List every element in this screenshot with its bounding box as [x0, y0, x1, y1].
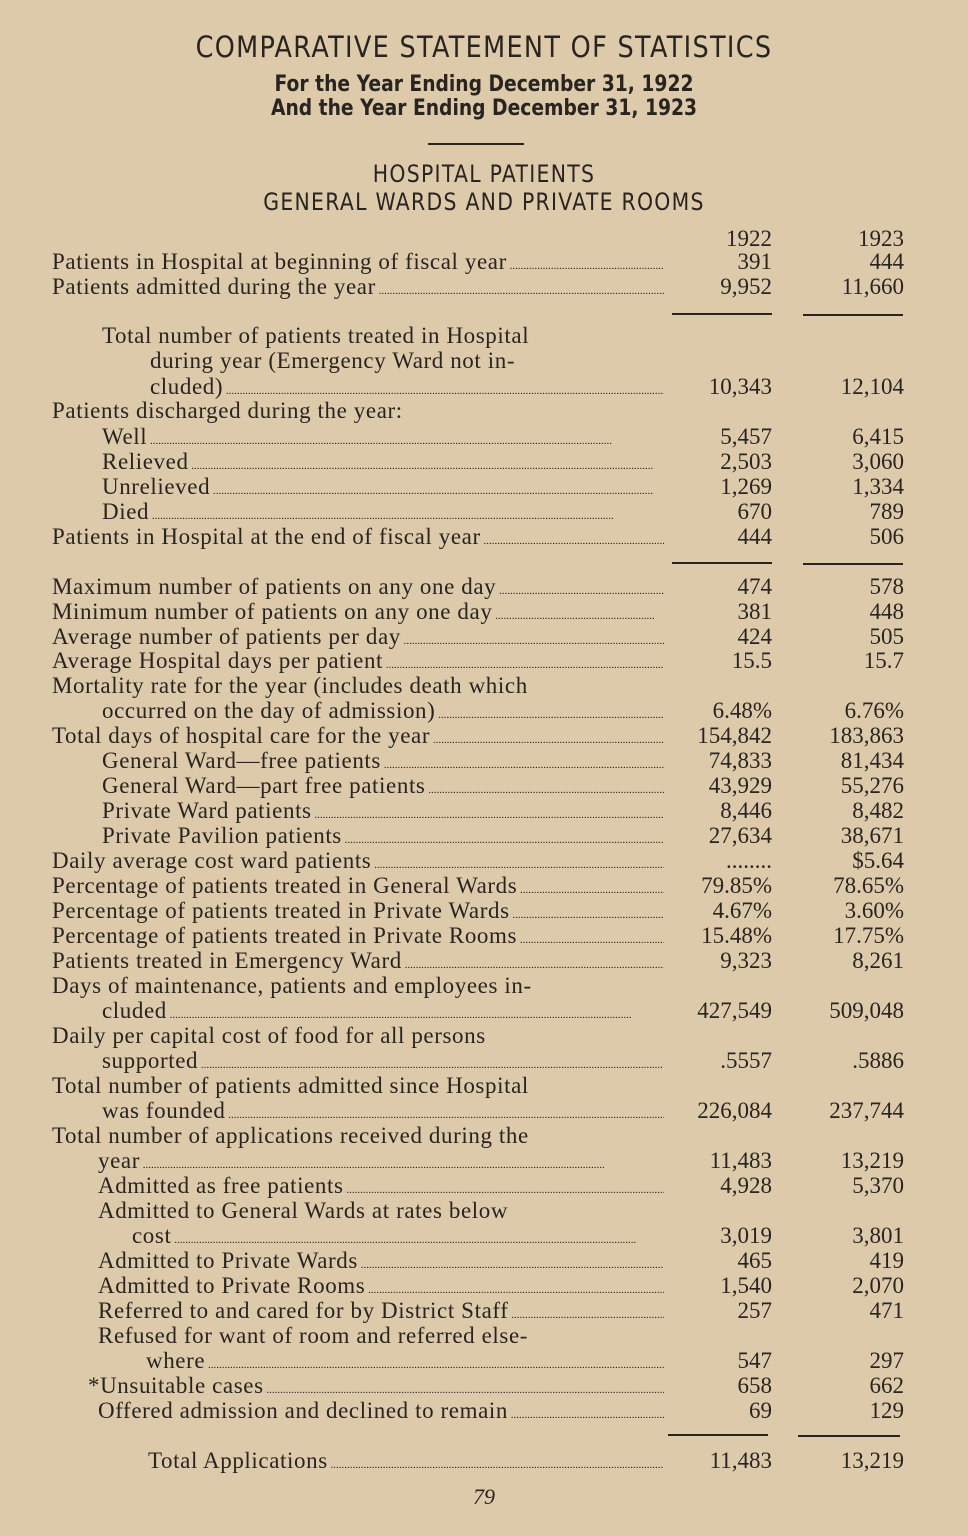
table-row: [52, 1098, 912, 1123]
value-1923: 506: [869, 524, 904, 549]
value-1923: 78.65%: [833, 873, 904, 898]
value-1923: 129: [869, 1398, 904, 1423]
table-row-multiline: [52, 673, 912, 698]
value-1922: 6.48%: [712, 698, 772, 723]
value-1922: 27,634: [708, 823, 772, 848]
value-1922: 69: [749, 1398, 772, 1423]
table-row: [52, 748, 912, 773]
value-1923: 15.7: [863, 648, 904, 673]
total-rule-1923: [798, 1435, 900, 1437]
row-label: Maximum number of patients on any one day .....: [52, 574, 664, 604]
section-heading: HOSPITAL PATIENTS: [372, 160, 596, 188]
row-label: Minimum number of patients on any one day .....: [52, 599, 654, 629]
table-row: [52, 374, 912, 399]
value-1922: 4,928: [720, 1173, 772, 1198]
table-row: [52, 474, 912, 499]
row-label: supported .....: [102, 1048, 664, 1078]
value-1922: 9,323: [720, 948, 772, 973]
value-1923: 8,482: [852, 798, 904, 823]
row-label: cost .....: [132, 1223, 664, 1253]
value-1923: 5,370: [852, 1173, 904, 1198]
table-row: [52, 574, 912, 599]
row-label: Admitted to Private Rooms .....: [98, 1273, 664, 1303]
row-label: General Ward—free patients .....: [102, 748, 664, 778]
table-row-multiline: [52, 323, 912, 348]
column-headers: [52, 226, 912, 251]
row-label: Total days of hospital care for the year .....: [52, 723, 664, 753]
table-row: [52, 923, 912, 948]
value-1922: 381: [737, 599, 772, 624]
row-label: Patients treated in Emergency Ward .....: [52, 948, 664, 978]
row-label: Referred to and cared for by District Staff .....: [98, 1298, 664, 1328]
table-row: [52, 1373, 912, 1398]
value-1922: .5557: [720, 1048, 772, 1073]
row-label: Admitted to General Wards at rates below: [98, 1198, 509, 1223]
value-1922: 444: [737, 524, 772, 549]
value-1923: 505: [869, 624, 904, 649]
value-1923: 789: [869, 499, 904, 524]
row-label: where .....: [146, 1348, 664, 1378]
value-1923: 3.60%: [844, 898, 904, 923]
value-1923: 13,219: [840, 1148, 904, 1173]
row-label: Average Hospital days per patient .....: [52, 648, 664, 678]
table-row: [52, 599, 912, 624]
value-1922: 79.85%: [701, 873, 772, 898]
row-label: Died .....: [102, 499, 664, 529]
row-label: Well .....: [102, 424, 664, 454]
table-row-multiline: [52, 1073, 912, 1098]
value-1922: 43,929: [708, 773, 772, 798]
row-label: Private Ward patients .....: [102, 798, 664, 828]
value-1922: 9,952: [720, 274, 772, 299]
sum-rule-1922: [672, 313, 772, 315]
value-1923: .5886: [852, 1048, 904, 1073]
row-label: Total number of patients admitted since Hospital: [52, 1073, 529, 1098]
value-1922: 424: [737, 624, 772, 649]
value-1923: 3,060: [852, 449, 904, 474]
row-label: Patients admitted during the year .....: [52, 274, 664, 304]
row-label: Refused for want of room and referred else-: [98, 1323, 529, 1348]
value-1922: 8,446: [720, 798, 772, 823]
total-applications-row: [52, 1448, 912, 1473]
value-1922: 257: [737, 1298, 772, 1323]
table-row: [52, 1223, 912, 1248]
value-1922: 1,540: [720, 1273, 772, 1298]
value-1922: 658: [737, 1373, 772, 1398]
row-label: Total number of applications received during the: [52, 1123, 529, 1148]
value-1922: 15.48%: [701, 923, 772, 948]
row-label: Private Pavilion patients .....: [102, 823, 664, 853]
value-1922: 226,084: [697, 1098, 772, 1123]
value-1922: 474: [737, 574, 772, 599]
table-row: [52, 624, 912, 649]
row-label: cluded) .....: [150, 374, 664, 404]
value-1922: 1,269: [720, 474, 772, 499]
row-label: Percentage of patients treated in Private Rooms .....: [52, 923, 664, 953]
value-1923: 17.75%: [833, 923, 904, 948]
row-continuation: [52, 348, 912, 373]
section-subheading: GENERAL WARDS AND PRIVATE ROOMS: [263, 188, 705, 216]
table-row: [52, 249, 912, 274]
row-label: Days of maintenance, patients and employees in-: [52, 973, 532, 998]
sum-rule-1923: [803, 563, 903, 565]
value-1923: 448: [869, 599, 904, 624]
table-row: [52, 1048, 912, 1073]
value-1923: 1,334: [852, 474, 904, 499]
value-1922: 547: [737, 1348, 772, 1373]
value-1923: 509,048: [829, 998, 904, 1023]
row-label: Patients discharged during the year:: [52, 398, 403, 423]
value-1923: 55,276: [840, 773, 904, 798]
table-row: [52, 449, 912, 474]
total-rule-1922: [668, 1434, 768, 1436]
table-row-multiline: [52, 1198, 912, 1223]
page-number: 79: [473, 1484, 495, 1509]
table-row-multiline: [52, 1323, 912, 1348]
table-row: [52, 698, 912, 723]
table-row-multiline: [52, 1123, 912, 1148]
value-1922: 15.5: [731, 648, 772, 673]
table-row: [52, 499, 912, 524]
table-row: [52, 424, 912, 449]
table-row-multiline: [52, 1023, 912, 1048]
value-1923: 237,744: [829, 1098, 904, 1123]
value-1922: 5,457: [720, 424, 772, 449]
value-1923: 444: [869, 249, 904, 274]
value-1923: 419: [869, 1248, 904, 1273]
value-1922: 670: [737, 499, 772, 524]
table-row: [52, 1148, 912, 1173]
value-1923: 11,660: [841, 274, 904, 299]
value-1922: 154,842: [697, 723, 772, 748]
value-1923: 8,261: [852, 948, 904, 973]
table-row: [52, 773, 912, 798]
table-row: [52, 524, 912, 549]
row-label: Patients in Hospital at beginning of fiscal year .....: [52, 249, 664, 279]
row-label: Daily per capital cost of food for all persons: [52, 1023, 486, 1048]
value-1923: 81,434: [840, 748, 904, 773]
table-row: [52, 898, 912, 923]
value-1923: 662: [869, 1373, 904, 1398]
row-label: Offered admission and declined to remain .....: [98, 1398, 664, 1428]
table-row-multiline: [52, 973, 912, 998]
sum-rule-1923: [803, 314, 903, 316]
table-row: [52, 274, 912, 299]
value-1923: 3,801: [852, 1223, 904, 1248]
subtitle-1922: For the Year Ending December 31, 1922: [274, 72, 694, 97]
row-label: Total number of patients treated in Hospital: [102, 323, 530, 348]
row-label: cluded .....: [102, 998, 664, 1028]
row-label: Relieved .....: [102, 449, 664, 479]
value-1922: 11,483: [709, 1148, 772, 1173]
table-row: [52, 1298, 912, 1323]
table-row: [52, 648, 912, 673]
row-label: Average number of patients per day .....: [52, 624, 664, 654]
row-label: *Unsuitable cases .....: [88, 1373, 664, 1403]
value-1922: 10,343: [708, 374, 772, 399]
value-1923: 6,415: [852, 424, 904, 449]
row-label: Total Applications .....: [148, 1448, 664, 1478]
table-row: [52, 398, 912, 423]
row-label: Admitted as free patients .....: [98, 1173, 664, 1203]
value-1923: 2,070: [852, 1273, 904, 1298]
value-1923: $5.64: [852, 848, 904, 873]
table-row: [52, 998, 912, 1023]
table-row: [52, 948, 912, 973]
table-row: [52, 1348, 912, 1373]
value-1922: 11,483: [709, 1448, 772, 1473]
value-1923: 13,219: [840, 1448, 904, 1473]
row-label: occurred on the day of admission) .....: [102, 698, 664, 728]
value-1922: 427,549: [697, 998, 772, 1023]
value-1923: 578: [869, 574, 904, 599]
table-row: [52, 873, 912, 898]
value-1922: ........: [726, 848, 772, 873]
table-row: [52, 848, 912, 873]
value-1923: 6.76%: [844, 698, 904, 723]
row-label: Daily average cost ward patients .....: [52, 848, 664, 878]
header-divider: [428, 143, 524, 145]
row-label: during year (Emergency Ward not in-: [150, 348, 516, 373]
column-header-1923: 1923: [858, 226, 904, 251]
row-label: year .....: [98, 1148, 664, 1178]
value-1923: 38,671: [840, 823, 904, 848]
value-1922: 391: [737, 249, 772, 274]
row-label: was founded .....: [102, 1098, 664, 1128]
table-row: [52, 1398, 912, 1423]
value-1922: 74,833: [708, 748, 772, 773]
sum-rule-1922: [672, 562, 772, 564]
table-row: [52, 823, 912, 848]
row-label: Patients in Hospital at the end of fiscal year .....: [52, 524, 664, 554]
value-1923: 183,863: [829, 723, 904, 748]
row-label: General Ward—part free patients .....: [102, 773, 664, 803]
table-row: [52, 798, 912, 823]
column-header-1922: 1922: [726, 226, 772, 251]
row-label: Percentage of patients treated in Private Wards .....: [52, 898, 664, 928]
value-1922: 2,503: [720, 449, 772, 474]
row-label: Unrelieved .....: [102, 474, 654, 504]
table-row: [52, 1248, 912, 1273]
page-title: COMPARATIVE STATEMENT OF STATISTICS: [195, 30, 773, 64]
row-label: Mortality rate for the year (includes death which: [52, 673, 528, 698]
table-row: [52, 1273, 912, 1298]
table-row: [52, 1173, 912, 1198]
value-1922: 465: [737, 1248, 772, 1273]
subtitle-1923: And the Year Ending December 31, 1923: [270, 96, 698, 121]
value-1923: 471: [869, 1298, 904, 1323]
row-label: Admitted to Private Wards .....: [98, 1248, 664, 1278]
value-1922: 4.67%: [712, 898, 772, 923]
value-1923: 12,104: [840, 374, 904, 399]
value-1922: 3,019: [720, 1223, 772, 1248]
row-label: Percentage of patients treated in General Wards .....: [52, 873, 664, 903]
table-row: [52, 723, 912, 748]
value-1923: 297: [869, 1348, 904, 1373]
